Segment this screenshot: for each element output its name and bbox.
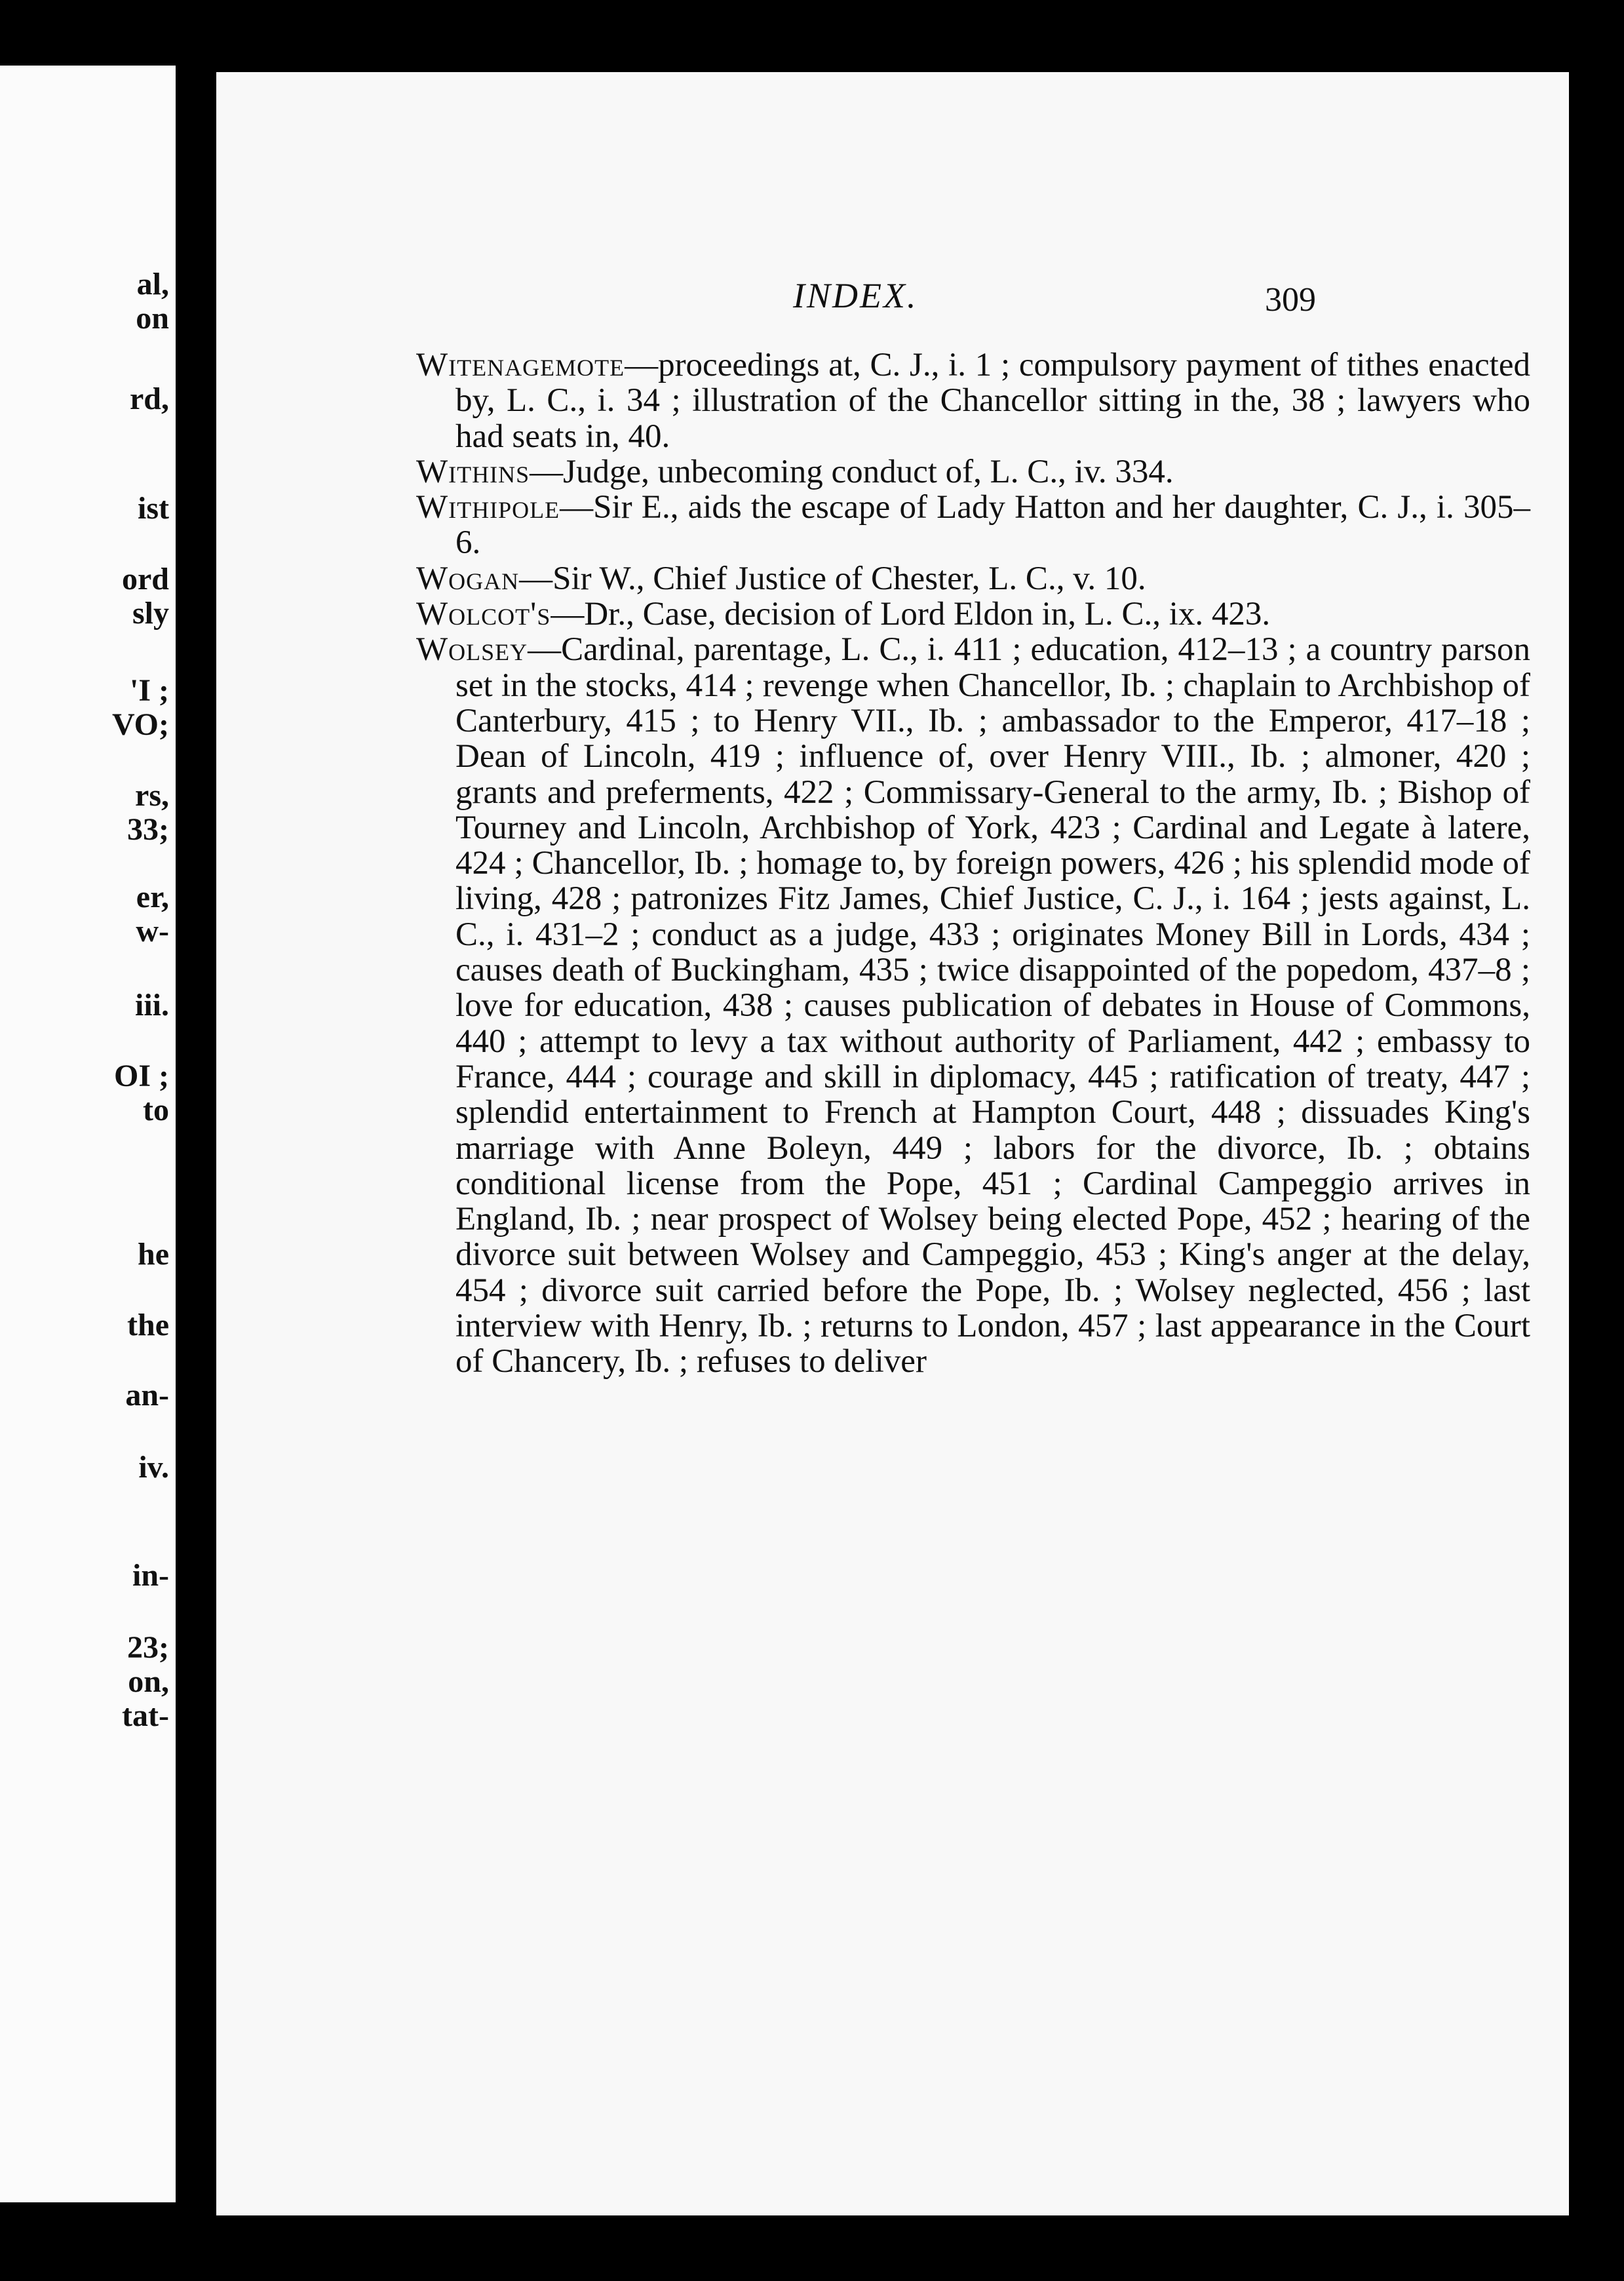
entry-headword: Withipole — [416, 489, 560, 526]
page-number: 309 — [1265, 281, 1316, 319]
index-entry — [416, 632, 1530, 1379]
entry-body: —Sir E., aids the escape of Lady Hatton and her daughter, C. J., i. 305–6. — [455, 489, 1530, 562]
entry-headword: Wogan — [416, 560, 520, 597]
left-page-fragment: iv. — [138, 1450, 169, 1485]
entry-body: —Sir W., Chief Justice of Chester, L. C., v. 10. — [519, 560, 1146, 597]
left-page-fragment: er, — [136, 880, 169, 914]
running-head — [216, 275, 1569, 321]
entry-headword: Wolsey — [416, 631, 528, 669]
entry-body: —Cardinal, parentage, L. C., i. 411 ; education, 412–13 ; a country parson set in the stocks, 414 ; revenge when Chancellor, Ib. ; chaplain to Archbishop of Canterbury, 415 ; to Henry VII., Ib. ; ambassador to the Emperor, 417–18 ; Dean of Lincoln, 419 ; influence of, over Henry VIII., Ib. ; almoner, 420 ; grants and preferments, 422 ; Commissary-General to the army, Ib. ; Bishop of Tourney and Lincoln, Archbishop of York, 423 ; Cardinal and Legate à latere, 424 ; Chancellor, Ib. ; homage to, by foreign powers, 426 ; his splendid mode of living, 428 ; patronizes Fitz James, Chief Justice, C. J., i. 164 ; jests against, L. C., i. 431–2 ; conduct as a judge, 433 ; originates Money Bill in Lords, 434 ; causes death of Buckingham, 435 ; twice disappointed of the popedom, 437–8 ; love for education, 438 ; causes publication of debates in House of Commons, 440 ; attempt to levy a tax without authority of Parliament, 442 ; embassy to France, 444 ; courage and skill in diplomacy, 445 ; ratification of treaty, 447 ; splendid entertainment to French at Hampton Court, 448 ; dissuades King's marriage with Anne Boleyn, 449 ; labors for the divorce, Ib. ; obtains conditional license from the Pope, 451 ; Cardinal Campeggio arrives in England, Ib. ; near prospect of Wolsey being elected Pope, 452 ; hearing of the divorce suit between Wolsey and Campeggio, 453 ; King's anger at the delay, 454 ; divorce suit carried before the Pope, Ib. ; Wolsey neglected, 456 ; last interview with Henry, Ib. ; returns to London, 457 ; last appearance in the Court of Chancery, Ib. ; refuses to deliver — [455, 631, 1530, 1380]
index-entry — [416, 347, 1530, 454]
index-entry — [416, 454, 1530, 490]
left-page-fragment: 23; — [127, 1630, 169, 1665]
entry-headword: Wolcot's — [416, 596, 551, 633]
entry-body: —Judge, unbecoming conduct of, L. C., iv. 334. — [530, 453, 1174, 490]
left-page-fragment: tat- — [122, 1698, 169, 1733]
book-gutter — [176, 85, 190, 2209]
left-page-fragment: in- — [132, 1558, 169, 1593]
left-page-fragment: 33; — [127, 812, 169, 847]
index-entry — [416, 561, 1530, 596]
entry-headword: Witenagemote — [416, 347, 625, 383]
left-page-fragment: he — [138, 1237, 169, 1272]
left-page-fragment: VO; — [111, 707, 169, 742]
left-page-fragment: rs, — [135, 778, 169, 813]
left-page-fragment: iii. — [134, 988, 169, 1023]
left-page-fragment: ist — [138, 491, 169, 526]
left-page-fragment: 'I ; — [130, 673, 169, 708]
entry-body: —Dr., Case, decision of Lord Eldon in, L. C., ix. 423. — [551, 596, 1271, 633]
index-page — [216, 72, 1569, 2215]
left-page-fragment: al, — [136, 267, 169, 302]
entry-body: —proceedings at, C. J., i. 1 ; compulsory payment of tithes enacted by, L. C., i. 34 ; illustration of the Chancellor sitting in the, 38 ; lawyers who had seats in, 40. — [455, 347, 1530, 455]
index-entries — [416, 347, 1530, 1380]
entry-headword: Withins — [416, 453, 530, 490]
left-page-fragment: on, — [128, 1664, 169, 1699]
index-entry — [416, 490, 1530, 561]
left-page-fragment: OI ; — [114, 1059, 169, 1093]
left-page-fragment: to — [143, 1093, 169, 1127]
left-page-fragment: sly — [132, 596, 169, 631]
left-page-fragment: w- — [136, 914, 169, 948]
left-page-fragment: on — [136, 301, 169, 336]
left-page-fragment: an- — [125, 1378, 169, 1413]
left-page-edge — [0, 66, 176, 2202]
page-title: INDEX. — [793, 276, 918, 315]
left-page-fragment: ord — [122, 562, 169, 596]
left-page-fragment: rd, — [130, 381, 169, 416]
left-page-fragment: the — [127, 1308, 169, 1342]
index-entry — [416, 596, 1530, 632]
